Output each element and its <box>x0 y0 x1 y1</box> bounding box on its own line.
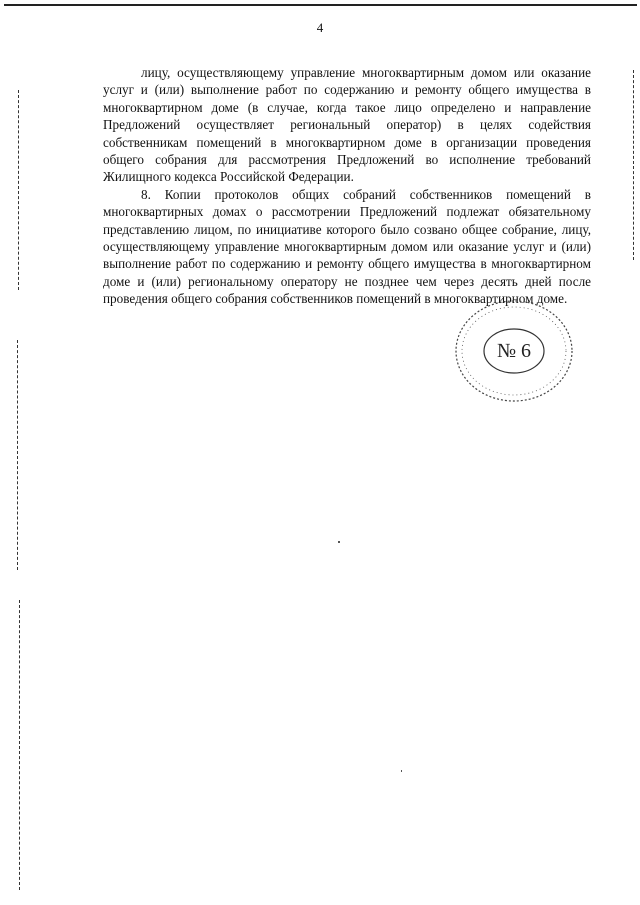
stamp <box>452 296 576 406</box>
right-scan-edge <box>633 70 634 260</box>
paragraph-continuation: лицу, осуществляющему управление многоквартирным домом или оказание услуг и (или) выполнение работ по содержанию и ремонту общего имущества в многоквартирном доме (в случае, когда такое лицо определено и направление Предложений осуществляет региональный оператор) в целях содействия собственникам помещений в многоквартирном доме в организации проведения общего собрания для рассмотрения Предложений во исполнение требований Жилищного кодекса Российской Федерации. <box>103 65 591 185</box>
top-border-line <box>4 4 637 6</box>
scan-speck <box>401 770 402 772</box>
scan-speck <box>338 541 340 543</box>
left-scan-edge <box>17 340 18 570</box>
document-body <box>103 64 591 308</box>
page-number: 4 <box>316 20 324 35</box>
left-scan-edge <box>19 600 20 890</box>
left-scan-edge <box>18 90 19 290</box>
paragraph-item-8: 8. Копии протоколов общих собраний собственников помещений в многоквартирных домах о рассмотрении Предложений подлежат обязательному представлению лицом, по инициативе которого было созвано общее собрание, лицу, осуществляющему управление многоквартирным домом или оказание услуг и (или) выполнение работ по содержанию и ремонту общего имущества в многоквартирном доме и (или) региональному оператору не позднее чем через десять дней после проведения общего собрания собственников помещений в многоквартирном доме. <box>103 186 591 307</box>
stamp-label: № 6 <box>496 339 532 362</box>
